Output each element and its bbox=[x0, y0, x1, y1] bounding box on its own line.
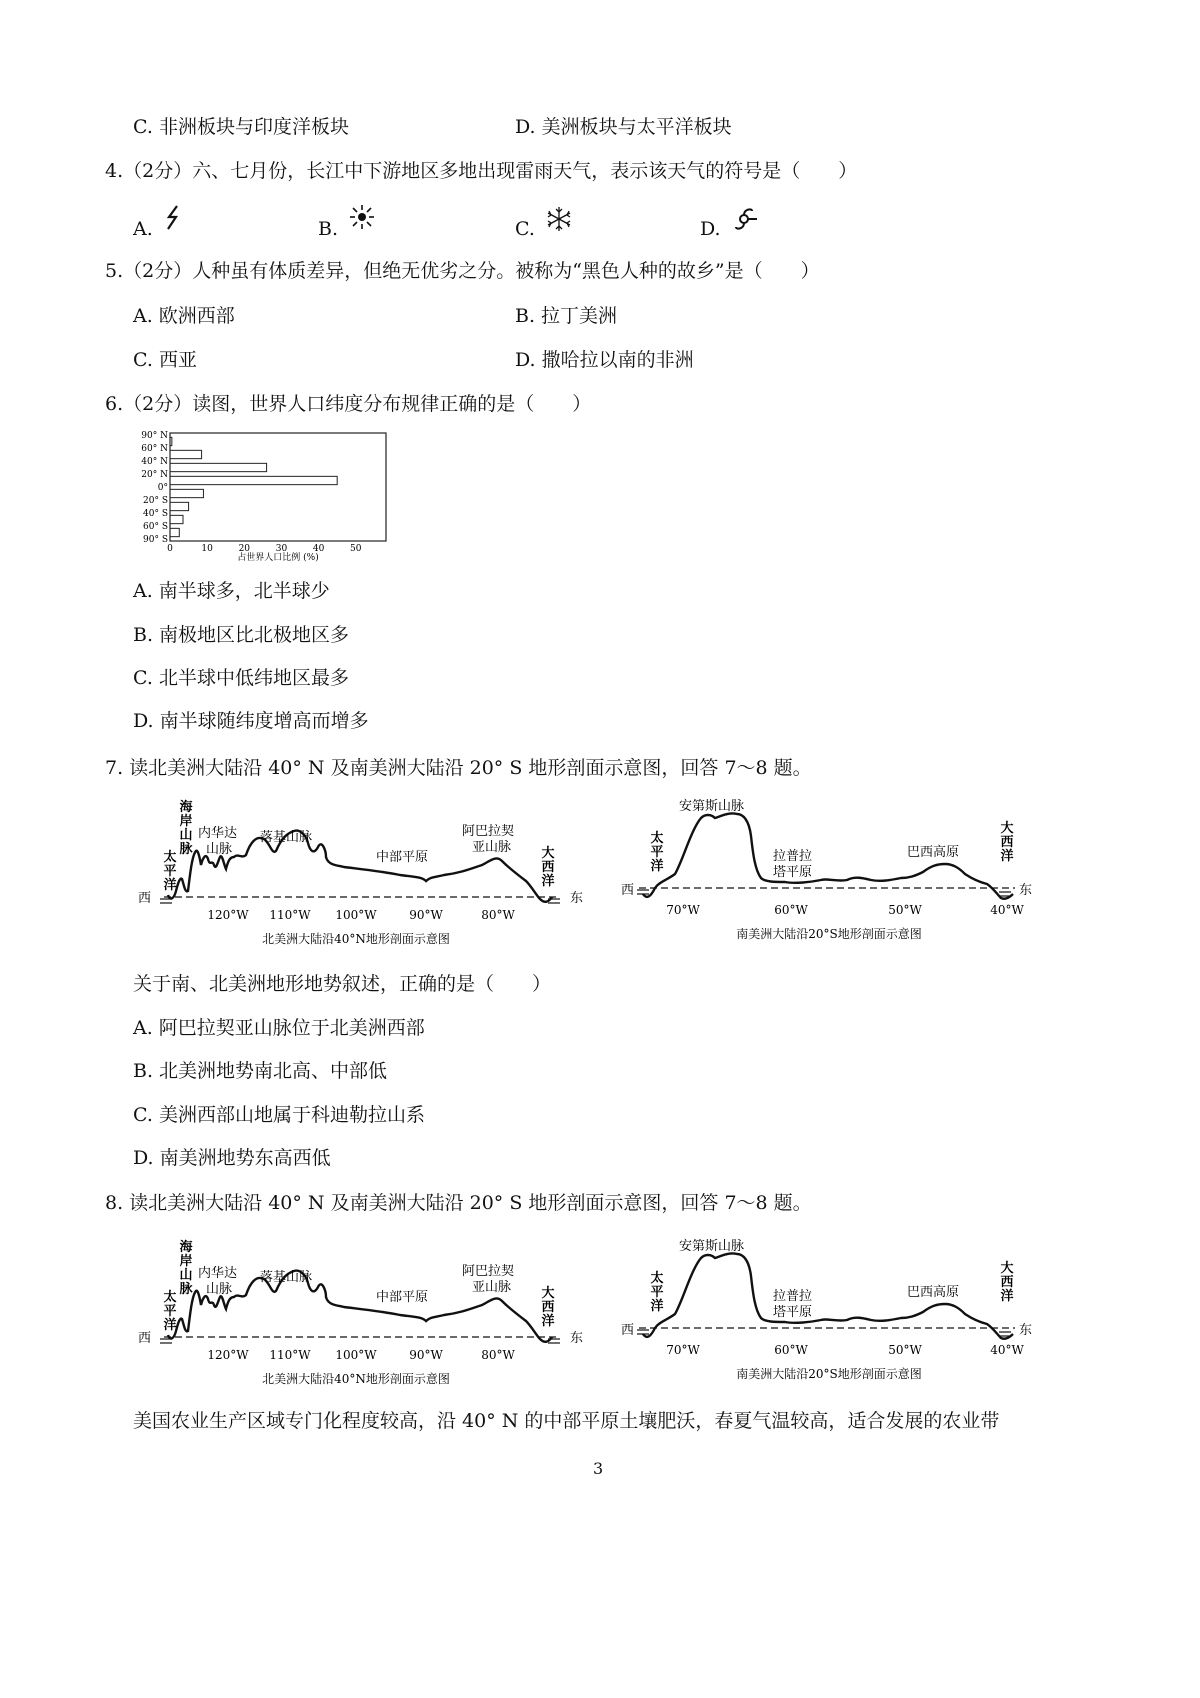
pacific-ocean-label bbox=[650, 1270, 663, 1314]
west-label: 西 bbox=[621, 883, 635, 898]
na-profile-caption: 北美洲大陆沿40°N地形剖面示意图 bbox=[262, 932, 450, 946]
na-profile-figure-2 bbox=[130, 1235, 610, 1395]
sa-longitude-tick: 40°W bbox=[990, 903, 1024, 917]
svg-text:太平洋: 太平洋 bbox=[650, 1271, 664, 1314]
q6-option-a: A. 南半球多，北半球少 bbox=[133, 580, 330, 602]
west-label: 西 bbox=[621, 1323, 635, 1338]
na-longitude-tick: 110°W bbox=[269, 1348, 311, 1362]
na-longitude-tick: 80°W bbox=[481, 908, 515, 922]
chart-bar bbox=[170, 489, 203, 497]
q8-sub-stem: 美国农业生产区域专门化程度较高，沿 40° N 的中部平原土壤肥沃，春夏气温较高，适合发展的农业带 bbox=[133, 1410, 1000, 1432]
na-longitude-tick: 100°W bbox=[335, 908, 377, 922]
brazil-plateau-label: 巴西高原 bbox=[907, 1285, 960, 1300]
q8-stem: 8. 读北美洲大陆沿 40° N 及南美洲大陆沿 20° S 地形剖面示意图，回答 7～8 题。 bbox=[105, 1192, 812, 1214]
appalachian-label-line2: 亚山脉 bbox=[472, 1280, 512, 1295]
chart-frame bbox=[170, 433, 386, 541]
west-label: 西 bbox=[138, 891, 152, 906]
atlantic-ocean-label bbox=[541, 1285, 554, 1329]
chart-bar bbox=[170, 463, 267, 471]
atlantic-ocean-label bbox=[1000, 820, 1013, 864]
q5-option-a: A. 欧洲西部 bbox=[133, 305, 235, 327]
svg-text:太平洋: 太平洋 bbox=[163, 850, 177, 893]
central-plain-label: 中部平原 bbox=[376, 850, 429, 865]
na-longitude-tick: 90°W bbox=[409, 1348, 443, 1362]
q4-option-c: C. bbox=[515, 218, 535, 240]
sa-profile-figure-1 bbox=[615, 790, 1035, 955]
q5-option-c: C. 西亚 bbox=[133, 349, 197, 371]
q6-stem: 6.（2分）读图，世界人口纬度分布规律正确的是（ ） bbox=[105, 393, 592, 415]
q7-option-c: C. 美洲西部山地属于科迪勒拉山系 bbox=[133, 1104, 425, 1126]
chart-y-label: 40° S bbox=[143, 509, 168, 519]
rocky-mountains-label: 落基山脉 bbox=[260, 1270, 313, 1285]
chart-y-label: 40° N bbox=[141, 457, 168, 467]
sa-profile-caption: 南美洲大陆沿20°S地形剖面示意图 bbox=[736, 1367, 922, 1381]
atlantic-ocean-label bbox=[1000, 1260, 1013, 1304]
la-plata-label-line1: 拉普拉 bbox=[773, 849, 813, 864]
q5-stem: 5.（2分）人种虽有体质差异，但绝无优劣之分。被称为“黑色人种的故乡”是（ ） bbox=[105, 260, 820, 282]
east-label: 东 bbox=[570, 1331, 584, 1346]
la-plata-label-line2: 塔平原 bbox=[773, 865, 813, 880]
sa-longitude-tick: 40°W bbox=[990, 1343, 1024, 1357]
q4-option-a: A. bbox=[133, 218, 153, 240]
na-longitude-tick: 80°W bbox=[481, 1348, 515, 1362]
east-label: 东 bbox=[1019, 1323, 1033, 1338]
sierra-nevada-label-line1: 内华达 bbox=[198, 826, 238, 841]
pacific-ocean-label bbox=[650, 830, 663, 874]
chart-x-tick: 20 bbox=[238, 544, 251, 554]
appalachian-label-line1: 阿巴拉契 bbox=[462, 1264, 515, 1279]
population-latitude-chart bbox=[130, 425, 460, 565]
q5-option-b: B. 拉丁美洲 bbox=[515, 305, 618, 327]
sa-profile-figure-2 bbox=[615, 1230, 1035, 1395]
rocky-mountains-label: 落基山脉 bbox=[260, 830, 313, 845]
chart-x-label: 占世界人口比例 (%) bbox=[237, 553, 319, 563]
chart-bar bbox=[170, 515, 183, 523]
chart-y-label: 60° N bbox=[141, 444, 168, 454]
page-number: 3 bbox=[593, 1459, 604, 1478]
andes-label: 安第斯山脉 bbox=[679, 799, 745, 814]
appalachian-label-line2: 亚山脉 bbox=[472, 840, 512, 855]
sa-longitude-tick: 50°W bbox=[888, 903, 922, 917]
sa-longitude-tick: 70°W bbox=[666, 1343, 700, 1357]
q4-option-b: B. bbox=[318, 218, 339, 240]
q6-option-b: B. 南极地区比北极地区多 bbox=[133, 624, 350, 646]
svg-text:太平洋: 太平洋 bbox=[163, 1290, 177, 1333]
q6-option-c: C. 北半球中低纬地区最多 bbox=[133, 667, 349, 689]
chart-y-label: 90° N bbox=[141, 431, 168, 441]
atlantic-ocean-label bbox=[541, 845, 554, 889]
q5-option-d: D. 撒哈拉以南的非洲 bbox=[515, 349, 694, 371]
q3-option-c: C. 非洲板块与印度洋板块 bbox=[133, 116, 349, 138]
svg-text:海岸山脉: 海岸山脉 bbox=[179, 1240, 193, 1297]
na-longitude-tick: 120°W bbox=[207, 908, 249, 922]
chart-bar bbox=[170, 476, 337, 484]
chart-y-label: 0° bbox=[157, 483, 168, 493]
chart-y-axis-labels bbox=[141, 431, 168, 545]
andes-label: 安第斯山脉 bbox=[679, 1239, 745, 1254]
svg-text:大西洋: 大西洋 bbox=[541, 1286, 555, 1329]
la-plata-label-line2: 塔平原 bbox=[773, 1305, 813, 1320]
east-label: 东 bbox=[570, 891, 584, 906]
svg-text:大西洋: 大西洋 bbox=[1000, 1261, 1014, 1304]
sa-longitude-tick: 70°W bbox=[666, 903, 700, 917]
chart-x-tick: 50 bbox=[350, 544, 362, 554]
sierra-nevada-label-line1: 内华达 bbox=[198, 1266, 238, 1281]
na-longitude-tick: 90°W bbox=[409, 908, 443, 922]
q4-stem: 4.（2分）六、七月份，长江中下游地区多地出现雷雨天气，表示该天气的符号是（ ） bbox=[105, 160, 858, 182]
q3-option-d: D. 美洲板块与太平洋板块 bbox=[515, 116, 732, 138]
sa-longitude-tick: 50°W bbox=[888, 1343, 922, 1357]
chart-bar bbox=[170, 450, 202, 458]
west-label: 西 bbox=[138, 1331, 152, 1346]
sierra-nevada-label-line2: 山脉 bbox=[206, 842, 233, 857]
pacific-ocean-label bbox=[163, 849, 176, 893]
snowflake-icon bbox=[545, 205, 573, 233]
svg-text:太平洋: 太平洋 bbox=[650, 831, 664, 874]
q7-option-a: A. 阿巴拉契亚山脉位于北美洲西部 bbox=[133, 1017, 425, 1039]
sa-longitude-tick: 60°W bbox=[774, 903, 808, 917]
svg-text:海岸山脉: 海岸山脉 bbox=[179, 800, 193, 857]
brazil-plateau-label: 巴西高原 bbox=[907, 845, 960, 860]
chart-x-tick: 40 bbox=[312, 544, 325, 554]
na-longitude-tick: 110°W bbox=[269, 908, 311, 922]
typhoon-icon bbox=[730, 205, 760, 233]
central-plain-label: 中部平原 bbox=[376, 1290, 429, 1305]
svg-text:大西洋: 大西洋 bbox=[1000, 821, 1014, 864]
na-profile-figure-1 bbox=[130, 795, 610, 955]
pacific-ocean-label bbox=[163, 1289, 176, 1333]
sun-icon bbox=[348, 203, 376, 231]
chart-x-tick: 30 bbox=[275, 544, 288, 554]
svg-text:大西洋: 大西洋 bbox=[541, 846, 555, 889]
chart-x-tick: 10 bbox=[201, 544, 213, 554]
na-longitude-tick: 100°W bbox=[335, 1348, 377, 1362]
na-longitude-tick: 120°W bbox=[207, 1348, 249, 1362]
q7-option-b: B. 北美洲地势南北高、中部低 bbox=[133, 1060, 388, 1082]
chart-y-label: 20° N bbox=[141, 470, 168, 480]
sa-profile-caption: 南美洲大陆沿20°S地形剖面示意图 bbox=[736, 927, 922, 941]
chart-y-label: 20° S bbox=[143, 496, 168, 506]
chart-bar bbox=[170, 502, 189, 510]
na-profile-caption: 北美洲大陆沿40°N地形剖面示意图 bbox=[262, 1372, 450, 1386]
q7-stem: 7. 读北美洲大陆沿 40° N 及南美洲大陆沿 20° S 地形剖面示意图，回答 7～8 题。 bbox=[105, 757, 812, 779]
la-plata-label-line1: 拉普拉 bbox=[773, 1289, 813, 1304]
chart-y-label: 90° S bbox=[143, 535, 168, 545]
coast-range-label bbox=[179, 799, 193, 857]
chart-y-label: 60° S bbox=[143, 522, 168, 532]
lightning-icon bbox=[160, 203, 186, 231]
east-label: 东 bbox=[1019, 883, 1033, 898]
sierra-nevada-label-line2: 山脉 bbox=[206, 1282, 233, 1297]
q7-sub-stem: 关于南、北美洲地形地势叙述，正确的是（ ） bbox=[133, 973, 552, 995]
chart-bars bbox=[170, 437, 337, 536]
sa-longitude-tick: 60°W bbox=[774, 1343, 808, 1357]
chart-bar bbox=[170, 437, 172, 445]
q6-option-d: D. 南半球随纬度增高而增多 bbox=[133, 710, 369, 732]
q7-option-d: D. 南美洲地势东高西低 bbox=[133, 1147, 331, 1169]
chart-x-tick: 0 bbox=[167, 544, 173, 554]
appalachian-label-line1: 阿巴拉契 bbox=[462, 824, 515, 839]
q4-option-d: D. bbox=[700, 218, 721, 240]
coast-range-label bbox=[179, 1239, 193, 1297]
chart-bar bbox=[170, 528, 179, 536]
